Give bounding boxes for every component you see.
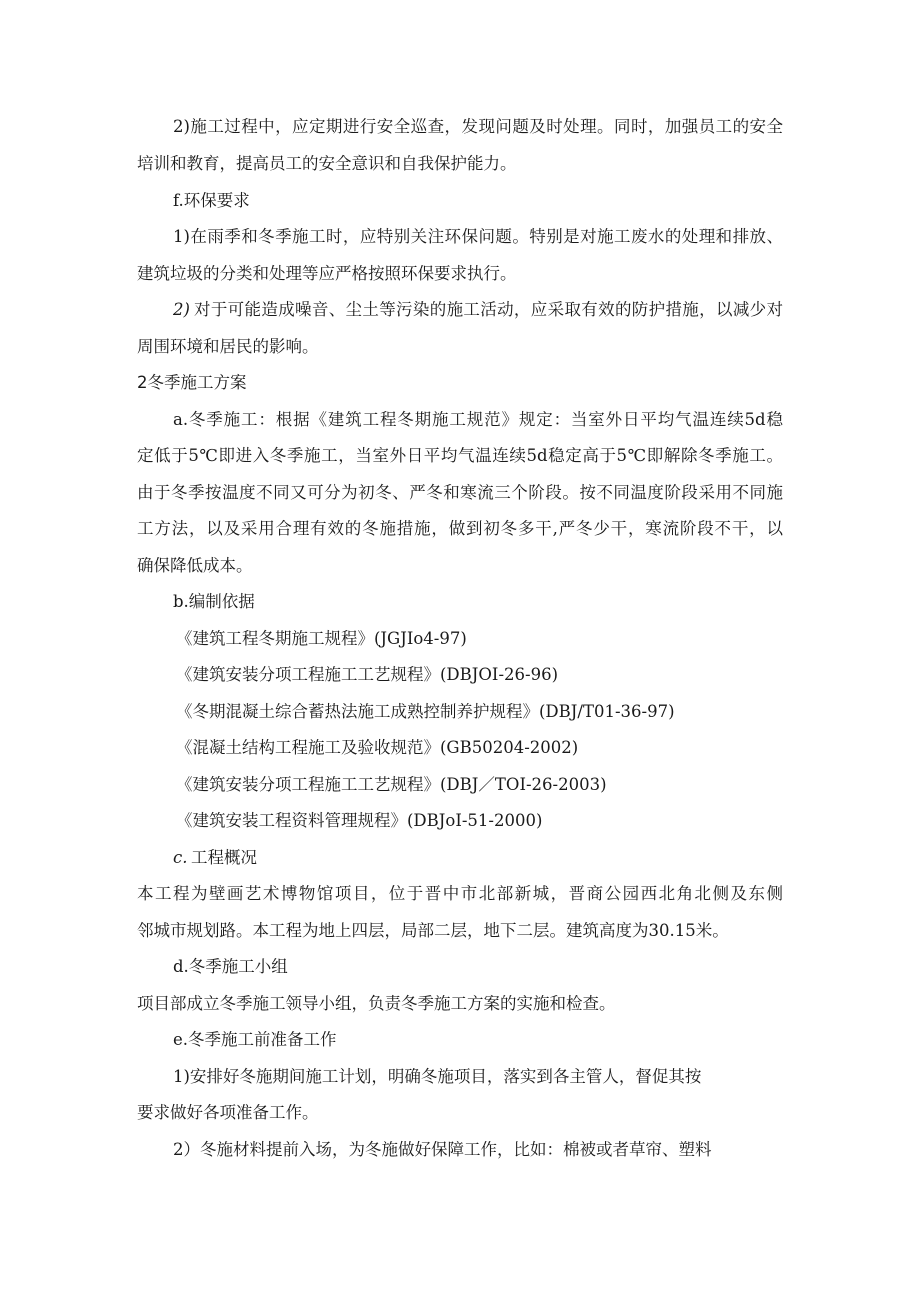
paragraph-line: 2）冬施材料提前入场，为冬施做好保障工作，比如：棉被或者草帘、塑料 xyxy=(173,1140,712,1159)
paragraph-line: 邻城市规划路。本工程为地上四层，局部二层，地下二层。建筑高度为30.15米。 xyxy=(137,921,729,940)
section-title: 2冬季施工方案 xyxy=(137,373,247,392)
reference-item: 《混凝土结构工程施工及验收规范》(GB50204-2002) xyxy=(176,738,579,757)
reference-item: 《建筑安装分项工程施工工艺规程》(DBJOI-26-96) xyxy=(176,665,559,684)
paragraph-line: 周围环境和居民的影响。 xyxy=(137,337,319,356)
paragraph-line: 由于冬季按温度不同又可分为初冬、严冬和寒流三个阶段。按不同温度阶段采用不同施 xyxy=(137,483,783,502)
reference-item: 《建筑工程冬期施工规程》(JGJIo4-97) xyxy=(176,629,467,648)
reference-item: 《冬期混凝土综合蓄热法施工成熟控制养护规程》(DBJ/T01-36-97) xyxy=(176,702,675,721)
paragraph-line: 确保降低成本。 xyxy=(137,556,253,575)
paragraph-line: a.冬季施工：根据《建筑工程冬期施工规范》规定：当室外日平均气温连续5d稳 xyxy=(173,410,783,429)
paragraph-line: 要求做好各项准备工作。 xyxy=(137,1103,319,1122)
section-heading-c: 工程概况 xyxy=(191,848,257,867)
reference-item: 《建筑安装工程资料管理规程》(DBJoI-51-2000) xyxy=(176,811,543,830)
list-marker: 2) xyxy=(173,300,190,319)
paragraph-line: 工方法，以及采用合理有效的冬施措施，做到初冬多干,严冬少干，寒流阶段不干，以 xyxy=(137,519,783,538)
paragraph-line: 对于可能造成噪音、尘土等污染的施工活动，应采取有效的防护措施，以减少对 xyxy=(194,300,783,319)
reference-item: 《建筑安装分项工程施工工艺规程》(DBJ／TOI-26-2003) xyxy=(176,775,607,794)
paragraph-line: 建筑垃圾的分类和处理等应严格按照环保要求执行。 xyxy=(137,264,517,283)
paragraph-line: 1)安排好冬施期间施工计划，明确冬施项目，落实到各主管人，督促其按 xyxy=(173,1067,702,1086)
paragraph-line: 2)施工过程中，应定期进行安全巡查，发现问题及时处理。同时，加强员工的安全 xyxy=(173,117,783,136)
paragraph-line: 定低于5℃即进入冬季施工，当室外日平均气温连续5d稳定高于5℃即解除冬季施工。 xyxy=(137,446,783,465)
paragraph-line: 本工程为壁画艺术博物馆项目，位于晋中市北部新城，晋商公园西北角北侧及东侧 xyxy=(137,884,783,903)
paragraph-line: 项目部成立冬季施工领导小组，负责冬季施工方案的实施和检查。 xyxy=(137,994,616,1013)
paragraph-line: 1)在雨季和冬季施工时，应特别关注环保问题。特别是对施工废水的处理和排放、 xyxy=(173,227,783,246)
list-marker: c. xyxy=(173,848,188,867)
paragraph-line: 培训和教育，提高员工的安全意识和自我保护能力。 xyxy=(137,154,517,173)
section-heading-e: e.冬季施工前准备工作 xyxy=(173,1030,337,1049)
section-heading-d: d.冬季施工小组 xyxy=(173,957,288,976)
section-heading-b: b.编制依据 xyxy=(173,592,255,611)
section-heading-f: f.环保要求 xyxy=(173,191,250,210)
